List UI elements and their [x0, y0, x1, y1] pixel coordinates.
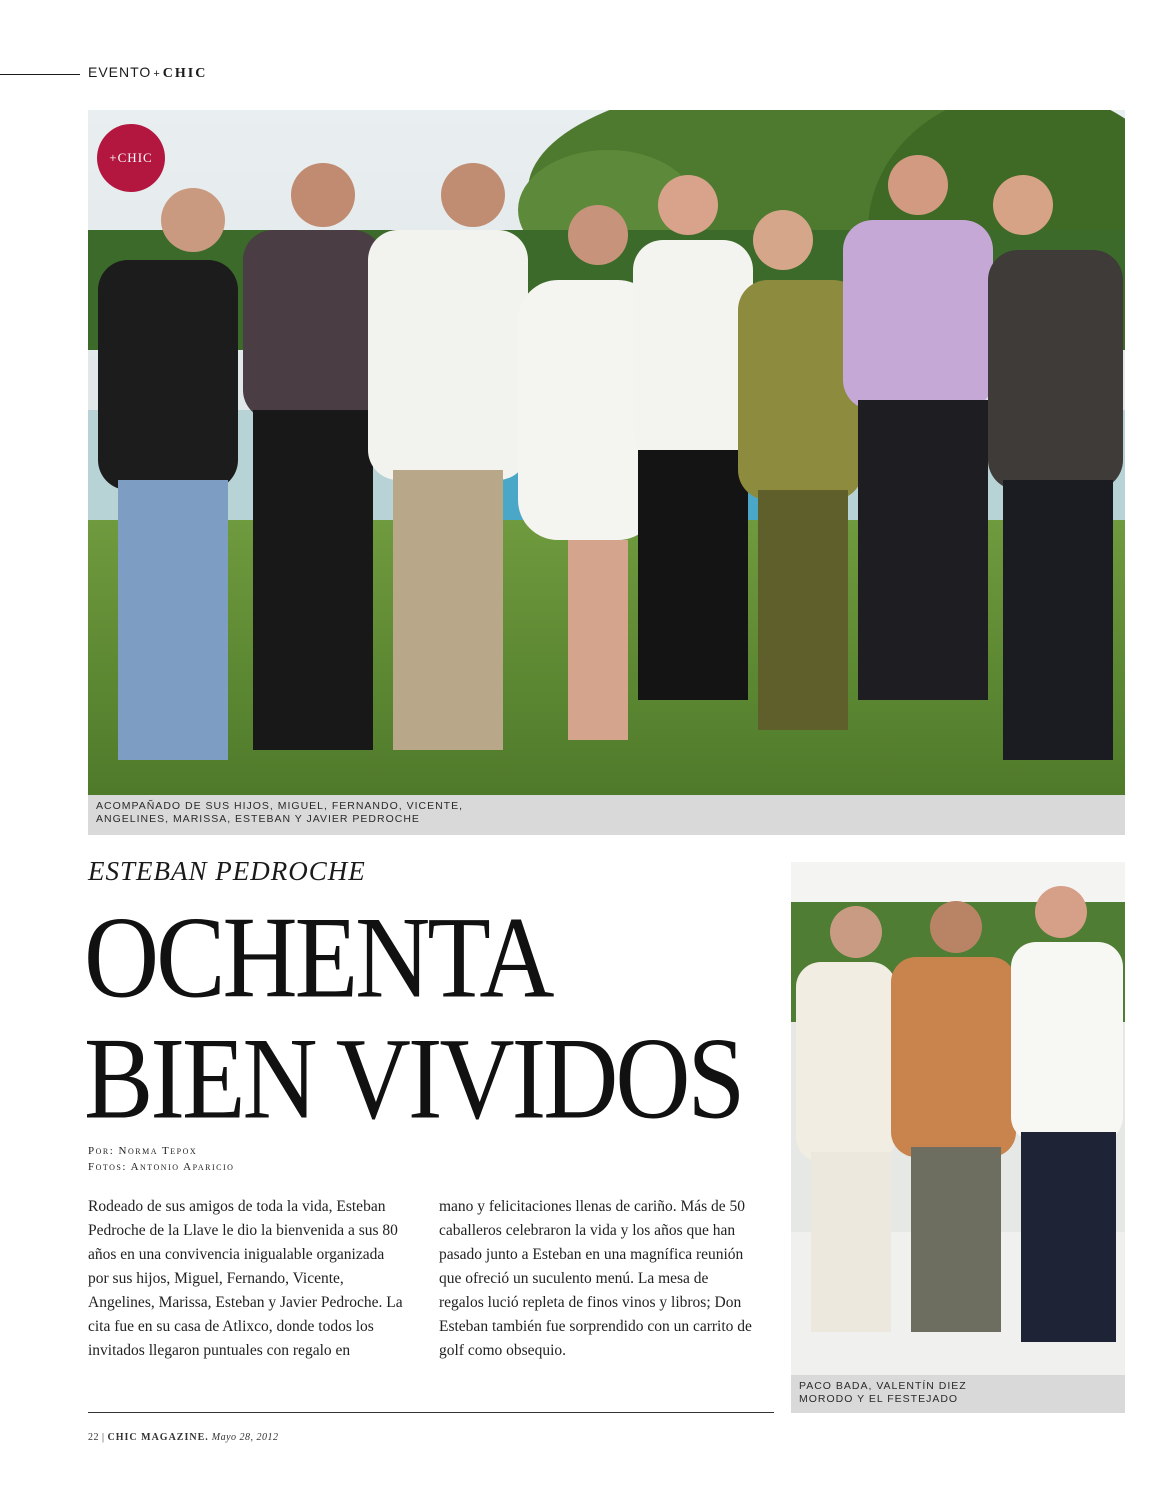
footer-separator: | [102, 1432, 105, 1443]
side-caption-line-1: PACO BADA, VALENTÍN DIEZ [799, 1380, 967, 1392]
main-group-photo [88, 110, 1125, 795]
headline-line-1: OCHENTA [84, 893, 552, 1023]
header-rule [0, 74, 80, 75]
issue-date: Mayo 28, 2012 [211, 1432, 279, 1443]
page-number: 22 [88, 1432, 99, 1443]
main-caption-line-1: ACOMPAÑADO DE SUS HIJOS, MIGUEL, FERNANDO, VICENTE, [96, 800, 464, 812]
byline: Por: Norma Tepox [88, 1145, 198, 1157]
plus-sign: + [153, 68, 161, 80]
article-kicker: ESTEBAN PEDROCHE [88, 856, 366, 886]
side-caption-line-2: MORODO Y EL FESTEJADO [799, 1393, 959, 1405]
article-column-1: Rodeado de sus amigos de toda la vida, Esteban Pedroche de la Llave le dio la bienvenida a sus 80 años en una convivencia inigualable organizada por sus hijos, Miguel, Fernando, Vicente, Angelines, Marissa, Esteban y Javier Pedroche. La cita fue en su casa de Atlixco, donde todos los invitados llegaron puntuales con regalo en [88, 1198, 403, 1359]
footer-rule [88, 1412, 774, 1413]
headline-line-2: BIEN VIVIDOS [84, 1014, 743, 1144]
magazine-name: CHIC MAGAZINE. [107, 1432, 209, 1443]
photo-credit: Fotos: Antonio Aparicio [88, 1161, 235, 1173]
side-photo-caption [791, 1375, 1125, 1413]
article-credits [88, 1143, 234, 1175]
page-footer [88, 1432, 279, 1443]
chic-badge: +CHIC [97, 124, 165, 192]
article-column-2: mano y felicitaciones llenas de cariño. Más de 50 caballeros celebraron la vida y los años que han pasado junto a Esteban en una magnífica reunión que ofreció un suculento menú. La mesa de regalos lució repleta de finos vinos y libros; Don Esteban también fue sorprendido con un carrito de golf como obsequio. [439, 1198, 752, 1359]
section-header [88, 64, 207, 82]
section-label: EVENTO [88, 64, 152, 80]
article-headline [84, 893, 784, 1144]
main-photo-caption [88, 795, 1125, 835]
brand-label: CHIC [162, 66, 208, 81]
side-photo [791, 862, 1125, 1375]
main-caption-line-2: ANGELINES, MARISSA, ESTEBAN Y JAVIER PEDROCHE [96, 813, 420, 825]
